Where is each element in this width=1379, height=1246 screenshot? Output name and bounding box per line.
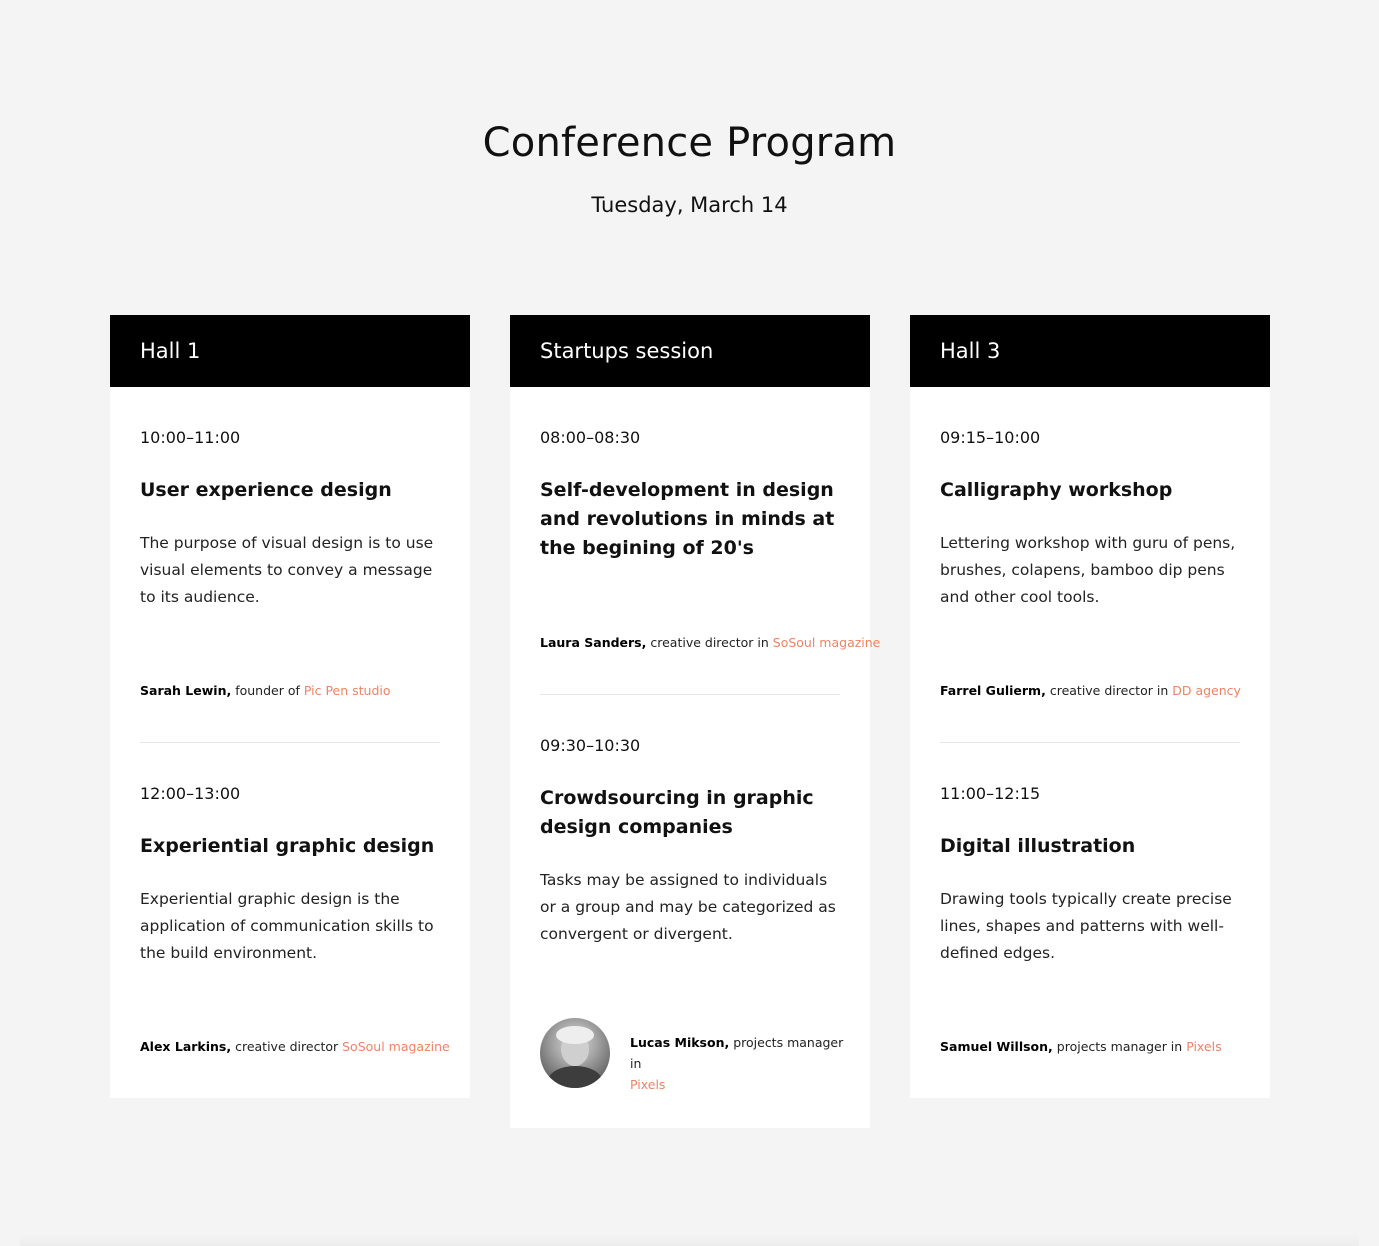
speaker-role: creative director [235, 1039, 339, 1054]
column-header: Hall 1 [110, 315, 470, 387]
speaker-org-link[interactable]: SoSoul magazine [772, 635, 881, 650]
session-divider [540, 694, 840, 695]
speaker-info [140, 683, 450, 698]
speaker-info [140, 1039, 450, 1054]
session-title[interactable]: Experiential graphic design [140, 835, 435, 857]
session-time: 09:30–10:30 [540, 736, 641, 755]
speaker-name: Laura Sanders, [540, 635, 647, 650]
session-time: 10:00–11:00 [140, 428, 241, 447]
session-title[interactable]: Calligraphy workshop [940, 479, 1173, 501]
speaker-org-link[interactable]: DD agency [1172, 683, 1241, 698]
speaker-org-link[interactable]: Pixels [1186, 1039, 1222, 1054]
speaker-role: projects manager in [1056, 1039, 1183, 1054]
speaker-name: Sarah Lewin, [140, 683, 232, 698]
speaker-name: Lucas Mikson, [630, 1035, 730, 1050]
speaker-role: projects manager in [630, 1035, 844, 1071]
column-hall-1 [110, 315, 470, 1098]
session-description: Drawing tools typically create precise lines, shapes and patterns with well-defined edges. [940, 890, 1232, 962]
column-header: Startups session [510, 315, 870, 387]
speaker-info [630, 1032, 845, 1095]
session-divider [140, 742, 440, 743]
session-description: Lettering workshop with guru of pens, brushes, colapens, bamboo dip pens and other cool tools. [940, 534, 1236, 606]
session-description: Experiential graphic design is the application of communication skills to the build environment. [140, 890, 434, 962]
page-title: Conference Program [482, 120, 897, 166]
speaker-name: Samuel Willson, [940, 1039, 1053, 1054]
session-time: 12:00–13:00 [140, 784, 241, 803]
speaker-org-link[interactable]: Pixels [630, 1077, 666, 1092]
session-description: The purpose of visual design is to use visual elements to convey a message to its audience. [140, 534, 434, 606]
speaker-info [940, 683, 1250, 698]
speaker-role: founder of [235, 683, 300, 698]
page-date: Tuesday, March 14 [591, 193, 788, 217]
session-title[interactable]: Self-development in design and revolutions in minds at the begining of 20's [540, 479, 835, 559]
speaker-info [940, 1039, 1250, 1054]
session-time: 09:15–10:00 [940, 428, 1041, 447]
speaker-role: creative director in [1049, 683, 1169, 698]
column-hall-3 [910, 315, 1270, 1098]
speaker-name: Farrel Gulierm, [940, 683, 1046, 698]
column-startups-session [510, 315, 881, 1128]
session-title[interactable]: Digital illustration [940, 835, 1136, 857]
session-title[interactable]: Crowdsourcing in graphic design companies [540, 787, 814, 838]
speaker-avatar [540, 1018, 610, 1088]
speaker-role: creative director in [650, 635, 769, 650]
speaker-info [540, 635, 881, 650]
session-time: 11:00–12:15 [940, 784, 1041, 803]
speaker-name: Alex Larkins, [140, 1039, 232, 1054]
speaker-org-link[interactable]: Pic Pen studio [303, 683, 391, 698]
speaker-org-link[interactable]: SoSoul magazine [342, 1039, 450, 1054]
session-title[interactable]: User experience design [140, 479, 392, 501]
bottom-shadow [20, 1234, 1359, 1246]
session-description: Tasks may be assigned to individuals or a group and may be categorized as convergent or divergent. [540, 871, 836, 943]
session-time: 08:00–08:30 [540, 428, 641, 447]
session-divider [940, 742, 1240, 743]
column-header: Hall 3 [910, 315, 1270, 387]
